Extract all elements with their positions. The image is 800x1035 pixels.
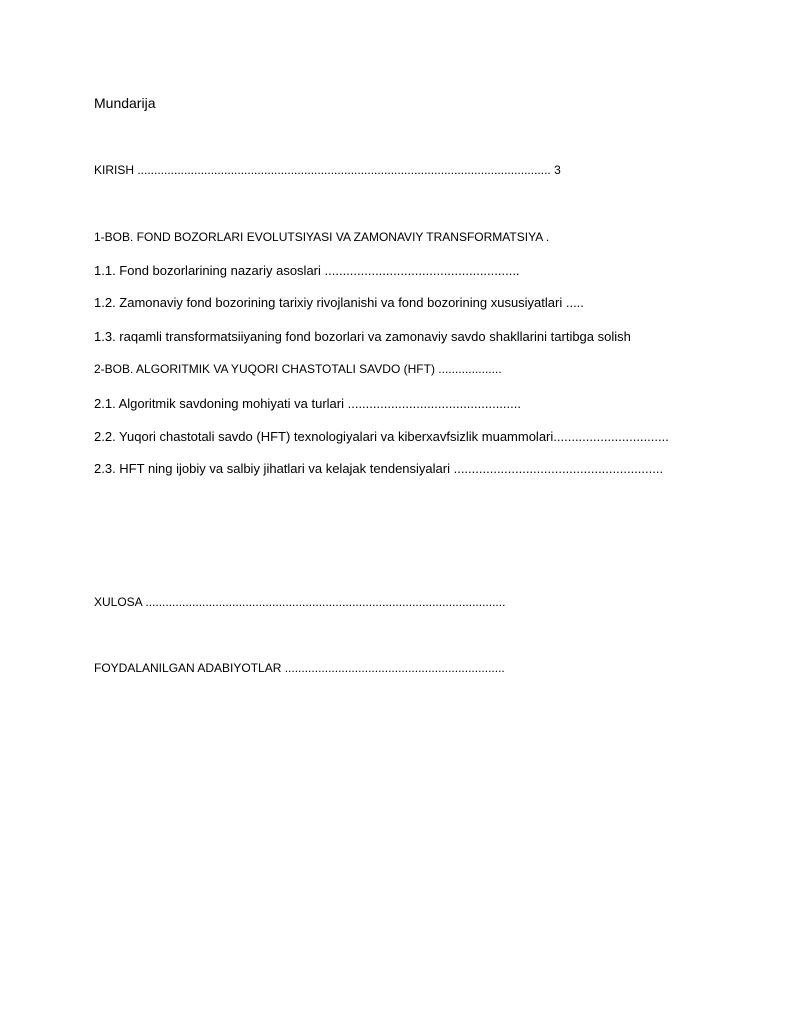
toc-entry-2-1: 2.1. Algoritmik savdoning mohiyati va turlari ................................................: [94, 396, 521, 411]
toc-entry-xulosa: XULOSA ............................................................................................................: [94, 595, 506, 609]
toc-entry-2-3: 2.3. HFT ning ijobiy va salbiy jihatlari va kelajak tendensiyalari ..........................................................: [94, 461, 664, 476]
toc-entry-1-3: 1.3. raqamli transformatsiiyaning fond bozorlari va zamonaviy savdo shakllarini tartibga solish: [94, 329, 631, 344]
toc-entry-1-1: 1.1. Fond bozorlarining nazariy asoslari ......................................................: [94, 263, 520, 278]
toc-entry-chapter-1: 1-BOB. FOND BOZORLARI EVOLUTSIYASI VA ZAMONAVIY TRANSFORMATSIYA .: [94, 230, 550, 244]
toc-entry-kirish: KIRISH ............................................................................................................................ 3: [94, 163, 561, 177]
toc-entry-chapter-2: 2-BOB. ALGORITMIK VA YUQORI CHASTOTALI SAVDO (HFT) ...................: [94, 362, 502, 376]
toc-entry-1-2: 1.2. Zamonaviy fond bozorining tarixiy rivojlanishi va fond bozorining xususiyatlari .....: [94, 295, 584, 310]
toc-heading: Mundarija: [94, 95, 156, 111]
toc-entry-adabiyotlar: FOYDALANILGAN ADABIYOTLAR ..................................................................: [94, 661, 505, 675]
toc-entry-2-2: 2.2. Yuqori chastotali savdo (HFT) texnologiyalari va kiberxavfsizlik muammolari................................: [94, 429, 669, 444]
